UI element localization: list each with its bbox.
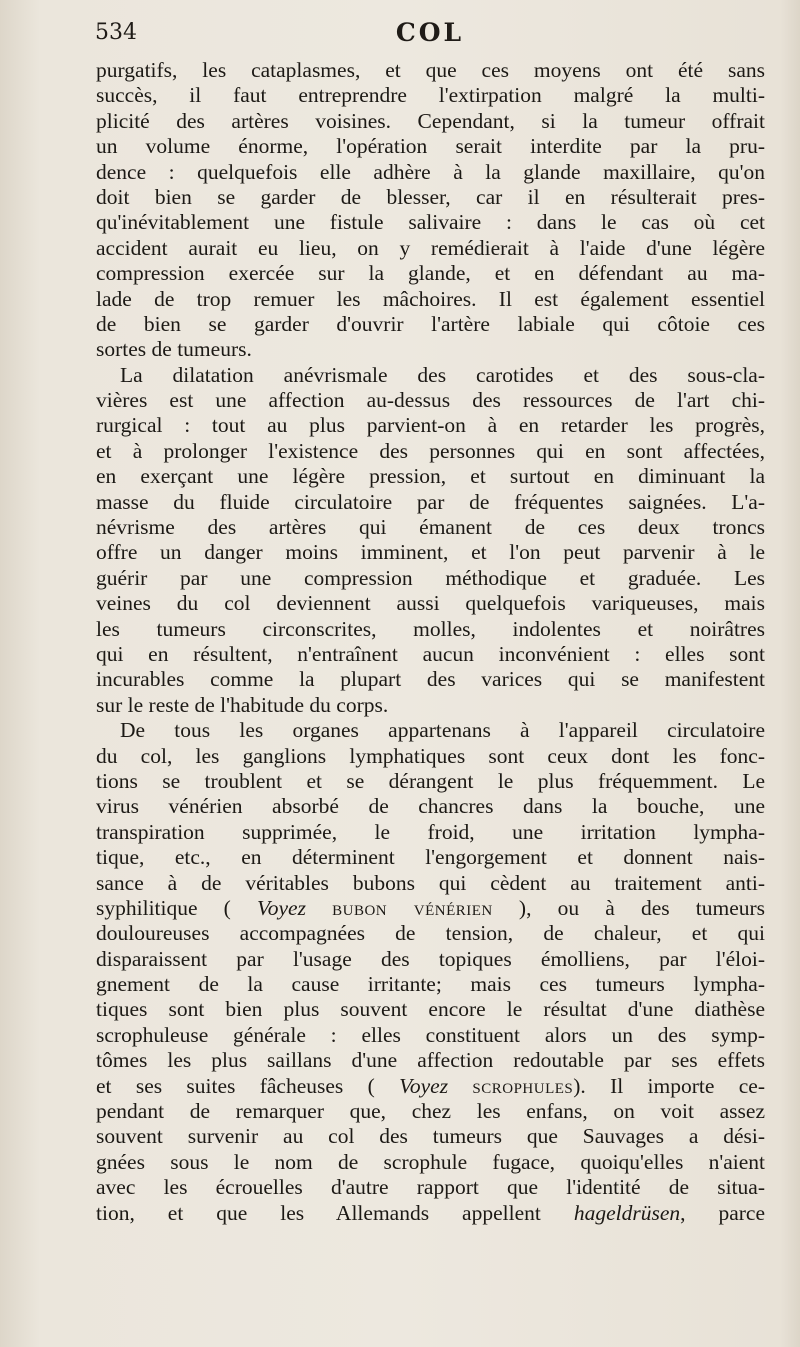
text-segment: sance à de véritables bubons qui cèdent au traitement anti- bbox=[96, 870, 765, 895]
text-segment: en exerçant une légère pression, et surtout en diminuant la bbox=[96, 464, 765, 489]
text-segment: tiques sont bien plus souvent encore le résultat d'une diathèse bbox=[96, 997, 765, 1022]
text-line bbox=[96, 1023, 765, 1048]
text-line bbox=[96, 769, 765, 794]
text-segment bbox=[448, 1074, 472, 1098]
text-segment: ), ou à des tumeurs bbox=[492, 895, 765, 920]
text-segment: tique, etc., en déterminent l'engorgement et donnent nais- bbox=[96, 845, 765, 870]
text-segment: offre un danger moins imminent, et l'on peut parvenir à le bbox=[96, 540, 765, 565]
small-caps-text: scrophules bbox=[472, 1073, 574, 1098]
text-segment: gnement de la cause irritante; mais ces tumeurs lympha- bbox=[96, 972, 765, 997]
text-line bbox=[96, 921, 765, 946]
text-segment: incurables comme la plupart des varices qui se manifestent bbox=[96, 667, 765, 692]
text-line bbox=[96, 83, 765, 108]
text-segment: guérir par une compression méthodique et graduée. Les bbox=[96, 565, 765, 590]
text-segment: gnées sous le nom de scrophule fugace, quoiqu'elles n'aient bbox=[96, 1149, 765, 1174]
text-segment: purgatifs, les cataplasmes, et que ces moyens ont été sans bbox=[96, 58, 765, 82]
text-segment: scrophuleuse générale : elles constituent alors un des symp- bbox=[96, 1022, 765, 1047]
text-segment: un volume énorme, l'opération serait interdite par la pru- bbox=[96, 134, 765, 159]
text-segment: souvent survenir au col des tumeurs que Sauvages a dési- bbox=[96, 1124, 765, 1149]
text-segment: du col, les ganglions lymphatiques sont ceux dont les fonc- bbox=[96, 743, 765, 768]
text-segment bbox=[306, 896, 332, 920]
text-line bbox=[96, 1074, 765, 1099]
text-line bbox=[96, 109, 765, 134]
italic-text: Voyez bbox=[399, 1073, 449, 1098]
text-segment: ). Il importe ce- bbox=[573, 1073, 765, 1098]
text-segment: pendant de remarquer que, chez les enfans, on voit assez bbox=[96, 1099, 765, 1124]
text-line bbox=[96, 896, 765, 921]
text-line bbox=[96, 185, 765, 210]
text-line bbox=[96, 997, 765, 1022]
text-line bbox=[96, 261, 765, 286]
text-segment: De tous les organes appartenans à l'appareil circulatoire bbox=[120, 718, 765, 743]
text-line bbox=[96, 413, 765, 438]
text-line bbox=[96, 540, 765, 565]
italic-text: Voyez bbox=[257, 895, 306, 920]
text-segment: transpiration supprimée, le froid, une irritation lympha- bbox=[96, 819, 765, 844]
text-segment: et ses suites fâcheuses ( bbox=[96, 1073, 400, 1098]
text-segment: virus vénérien absorbé de chancres dans la bouche, une bbox=[96, 794, 765, 819]
text-segment: tion, et que les Allemands appellent bbox=[96, 1200, 574, 1225]
text-segment: syphilitique ( bbox=[96, 895, 257, 920]
text-line bbox=[96, 210, 765, 235]
text-line bbox=[96, 490, 765, 515]
text-line bbox=[96, 1175, 765, 1200]
text-line bbox=[96, 794, 765, 819]
text-line bbox=[96, 287, 765, 312]
text-segment: compression exercée sur la glande, et en défendant au ma- bbox=[96, 261, 765, 286]
text-line bbox=[96, 667, 765, 692]
text-segment: doit bien se garder de blesser, car il en résulterait pres- bbox=[96, 184, 765, 209]
text-line bbox=[96, 820, 765, 845]
text-segment: succès, il faut entreprendre l'extirpation malgré la multi- bbox=[96, 83, 765, 108]
text-line bbox=[96, 236, 765, 261]
text-segment: La dilatation anévrismale des carotides et des sous-cla- bbox=[120, 362, 765, 387]
text-segment: rurgical : tout au plus parvient-on à en retarder les progrès, bbox=[96, 413, 765, 438]
page-number: 534 bbox=[95, 20, 137, 45]
text-segment: les tumeurs circonscrites, molles, indolentes et noirâtres bbox=[96, 616, 765, 641]
text-line bbox=[96, 591, 765, 616]
text-segment: tômes les plus saillans d'une affection redoutable par ses effets bbox=[96, 1048, 765, 1073]
text-line bbox=[96, 1099, 765, 1124]
text-line bbox=[96, 1150, 765, 1175]
italic-text: hageldrüsen bbox=[573, 1200, 681, 1225]
text-line bbox=[96, 134, 765, 159]
text-line bbox=[96, 58, 765, 83]
text-segment: névrisme des artères qui émanent de ces deux troncs bbox=[96, 515, 765, 540]
text-line bbox=[96, 845, 765, 870]
text-line bbox=[96, 312, 765, 337]
text-segment: qui en résultent, n'entraînent aucun inconvénient : elles sont bbox=[96, 641, 765, 666]
text-line bbox=[96, 642, 765, 667]
text-line bbox=[96, 363, 765, 388]
text-segment: sur le reste de l'habitude du corps. bbox=[96, 692, 389, 717]
text-segment: de bien se garder d'ouvrir l'artère labiale qui côtoie ces bbox=[96, 311, 765, 336]
text-segment: avec les écrouelles d'autre rapport que l'identité de situa- bbox=[96, 1175, 765, 1200]
text-line bbox=[96, 1201, 765, 1226]
text-line bbox=[96, 160, 765, 185]
text-line bbox=[96, 871, 765, 896]
text-segment: disparaissent par l'usage des topiques émolliens, par l'éloi- bbox=[96, 946, 765, 971]
running-head: COL bbox=[395, 18, 465, 47]
text-line bbox=[96, 439, 765, 464]
text-segment: et à prolonger l'existence des personnes qui en sont affectées, bbox=[96, 438, 765, 463]
text-line bbox=[96, 617, 765, 642]
text-line bbox=[96, 718, 765, 743]
text-line bbox=[96, 947, 765, 972]
text-line bbox=[96, 972, 765, 997]
text-segment: qu'inévitablement une fistule salivaire : dans le cas où cet bbox=[96, 210, 765, 235]
text-segment: , parce bbox=[680, 1200, 765, 1225]
text-line bbox=[96, 566, 765, 591]
text-segment: vières est une affection au-dessus des ressources de l'art chi- bbox=[96, 388, 765, 413]
page-header bbox=[95, 18, 765, 52]
small-caps-text: bubon vénérien bbox=[332, 895, 493, 920]
text-segment: douloureuses accompagnées de tension, de chaleur, et qui bbox=[96, 921, 765, 946]
text-line bbox=[96, 744, 765, 769]
text-segment: sortes de tumeurs. bbox=[96, 337, 252, 362]
text-segment: dence : quelquefois elle adhère à la glande maxillaire, qu'on bbox=[96, 159, 765, 184]
text-segment: plicité des artères voisines. Cependant, si la tumeur offrait bbox=[96, 108, 765, 133]
text-line bbox=[96, 515, 765, 540]
text-line bbox=[96, 388, 765, 413]
text-segment: tions se troublent et se dérangent le plus fréquemment. Le bbox=[96, 768, 765, 793]
text-segment: lade de trop remuer les mâchoires. Il est également essentiel bbox=[96, 286, 765, 311]
text-segment: masse du fluide circulatoire par de fréquentes saignées. L'a- bbox=[96, 489, 765, 514]
text-segment: accident aurait eu lieu, on y remédierait à l'aide d'une légère bbox=[96, 235, 765, 260]
text-line bbox=[96, 693, 765, 718]
text-line bbox=[96, 1124, 765, 1149]
text-line bbox=[96, 337, 765, 362]
text-line bbox=[96, 464, 765, 489]
text-line bbox=[96, 1048, 765, 1073]
body-text bbox=[96, 58, 765, 1226]
text-segment: veines du col deviennent aussi quelquefois variqueuses, mais bbox=[96, 591, 765, 616]
